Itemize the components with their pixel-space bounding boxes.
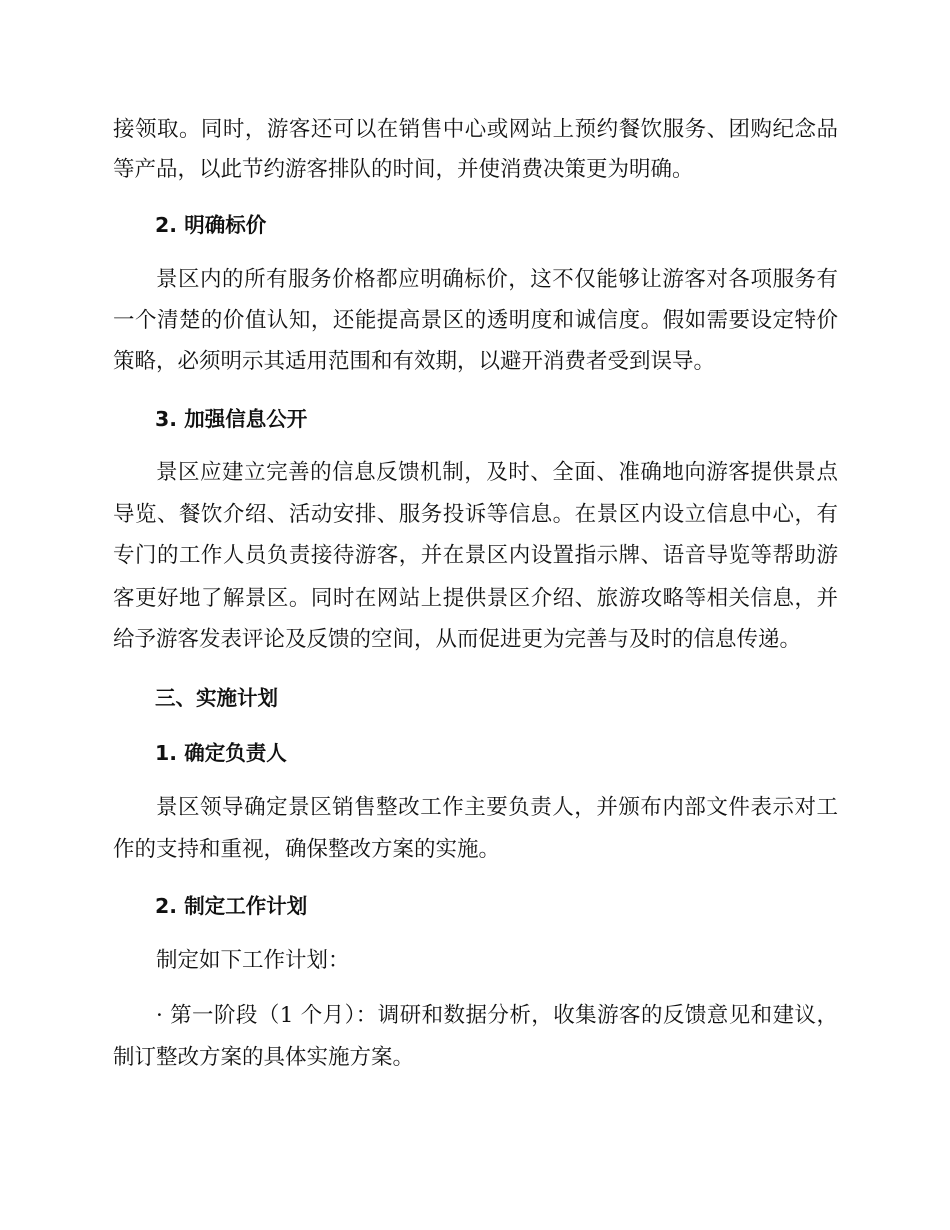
para5-line1: 制定如下工作计划： <box>156 948 350 973</box>
heading-clear-pricing: 2. 明确标价 <box>155 213 267 237</box>
para3-line1: 景区应建立完善的信息反馈机制，及时、全面、准确地向游客提供景点 <box>156 460 838 485</box>
bullet-phase1-line1: · 第一阶段（1 个月）：调研和数据分析，收集游客的反馈意见和建议， <box>156 1003 838 1028</box>
heading-work-plan: 2. 制定工作计划 <box>155 894 308 918</box>
bullet-phase1-line2: 制订整改方案的具体实施方案。 <box>113 1045 415 1070</box>
para4-line1: 景区领导确定景区销售整改工作主要负责人，并颁布内部文件表示对工 <box>156 795 838 820</box>
para3-line3: 专门的工作人员负责接待游客，并在景区内设置指示牌、语音导览等帮助游 <box>113 543 838 568</box>
para3-line5: 给予游客发表评论及反馈的空间，从而促进更为完善与及时的信息传递。 <box>113 627 802 652</box>
section-implementation-plan: 三、实施计划 <box>155 686 278 710</box>
heading-info-disclosure: 3. 加强信息公开 <box>155 407 308 431</box>
para2-line2: 一个清楚的价值认知，还能提高景区的透明度和诚信度。假如需要设定特价 <box>113 308 838 333</box>
para1-line2: 等产品，以此节约游客排队的时间，并使消费决策更为明确。 <box>113 157 694 182</box>
para2-line1: 景区内的所有服务价格都应明确标价，这不仅能够让游客对各项服务有 <box>156 267 838 292</box>
para4-line2: 作的支持和重视，确保整改方案的实施。 <box>113 837 501 862</box>
para1-line1: 接领取。同时，游客还可以在销售中心或网站上预约餐饮服务、团购纪念品 <box>113 117 838 142</box>
para3-line2: 导览、餐饮介绍、活动安排、服务投诉等信息。在景区内设立信息中心，有 <box>113 502 838 527</box>
para2-line3: 策略，必须明示其适用范围和有效期，以避开消费者受到误导。 <box>113 349 716 374</box>
heading-assign-owner: 1. 确定负责人 <box>155 741 287 765</box>
para3-line4: 客更好地了解景区。同时在网站上提供景区介绍、旅游攻略等相关信息，并 <box>113 586 838 611</box>
